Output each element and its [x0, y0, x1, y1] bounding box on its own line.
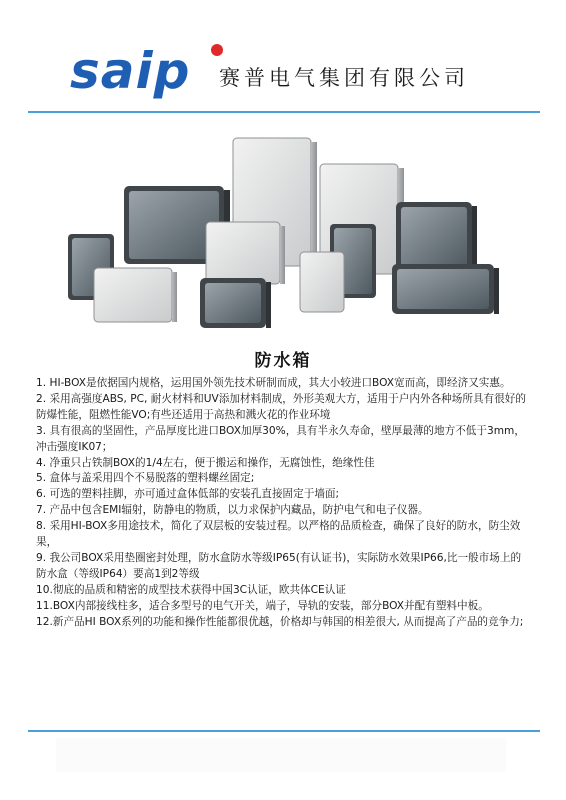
list-item: 7. 产品中包含EMI辐射，防静电的物质，以力求保护内藏品，防护电气和电子仪器。: [36, 504, 429, 517]
logo-wordmark: saip: [70, 42, 191, 100]
list-item: 3. 具有很高的坚固性，产品厚度比进口BOX加厚30%，具有半永久寿命，壁厚最薄的地方不低于3mm，冲击强度IK07；: [36, 424, 525, 453]
front-clear-box: [200, 278, 271, 328]
header-divider: [28, 111, 540, 113]
list-item: 11.BOX内部接线柱多，适合多型号的电气开关，端子，导轨的安装，部分BOX并配有塑料中板。: [36, 599, 489, 612]
list-item: 9. 我公司BOX采用垫圈密封处理，防水盒防水等级IP65(有认证书)，实际防水效果IP66,比一般市场上的防水盒（等级IP64）要高1到2等级: [36, 551, 522, 580]
far-right-clear-box: [396, 202, 477, 272]
list-item: 6. 可选的塑料挂脚，亦可通过盒体低部的安装孔直接固定于墙面;: [36, 488, 340, 501]
list-item: 10.彻底的品质和精密的成型技术获得中国3C认证，欧共体CE认证: [36, 583, 346, 596]
list-item: 2. 采用高强度ABS, PC, 耐火材料和UV添加材料制成，外形美观大方，适用于户内外各种场所具有很好的防爆性能，阻燃性能VO;有些还适用于高热和溅火花的作业环境: [36, 392, 526, 421]
list-item: 1. HI-BOX是依据国内规格，运用国外领先技术研制而成，其大小较进口BOX宽而高，即经济又实惠。: [36, 377, 511, 389]
list-item: 8. 采用HI-BOX多用途技术，简化了双层板的安装过程。以严格的品质检查，确保了良好的防水，防尘效果，: [36, 520, 521, 549]
small-grey-box: [300, 252, 344, 312]
logo-red-dot-icon: [211, 44, 223, 56]
middle-grey-box: [206, 222, 285, 284]
footer-divider: [28, 730, 540, 732]
list-item: 12.新产品HI BOX系列的功能和操作性能都很优越，价格却与韩国的相差很大, 从而提高了产品的竞争力;: [36, 615, 524, 628]
enclosure-boxes-illustration-icon: [50, 128, 520, 343]
feature-list: [36, 376, 528, 631]
footer-band: [56, 738, 506, 772]
page-header: [0, 0, 566, 110]
saip-logo: [70, 40, 190, 102]
company-name: 赛普电气集团有限公司: [219, 66, 469, 90]
list-item: 4. 净重只占铁制BOX的1/4左右，便于搬运和操作，无腐蚀性，绝缘性佳: [36, 456, 375, 469]
front-left-grey-box: [94, 268, 177, 322]
list-item: 5. 盒体与盖采用四个不易脱落的塑料螺丝固定;: [36, 472, 255, 485]
wide-clear-box: [392, 264, 499, 314]
product-title: 防水箱: [254, 351, 312, 371]
